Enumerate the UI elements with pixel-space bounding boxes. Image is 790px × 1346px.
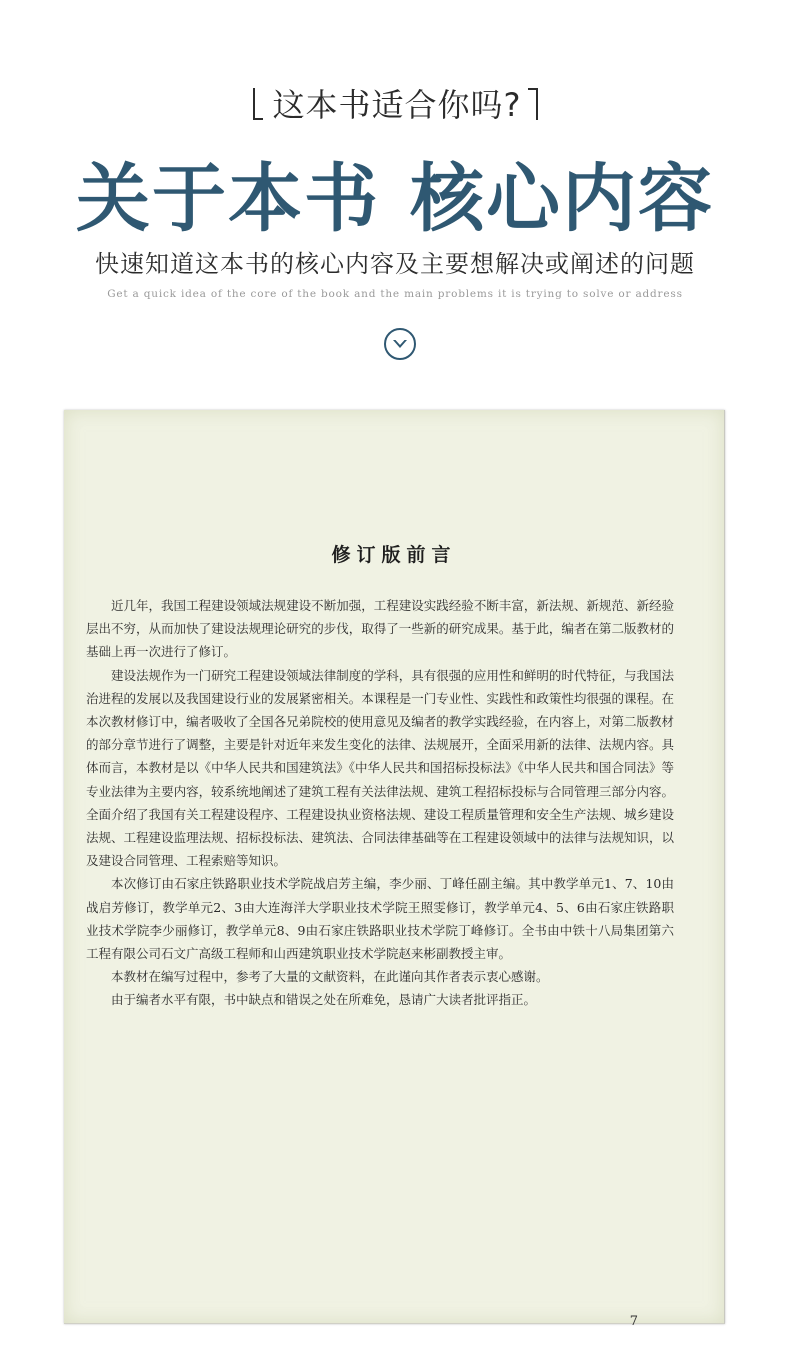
tagline xyxy=(0,80,790,126)
left-bracket-icon xyxy=(253,88,263,120)
subtitle-english: Get a quick idea of the core of the book and the main problems it is trying to solve or address xyxy=(107,288,683,300)
main-title-part2: 核心内容 xyxy=(410,156,714,242)
header-banner xyxy=(0,0,790,400)
preface-paragraph: 本次修订由石家庄铁路职业技术学院战启芳主编，李少丽、丁峰任副主编。其中教学单元1、7、10由战启芳修订，教学单元2、3由大连海洋大学职业技术学院王照雯修订，教学单元4、5、6由石家庄铁路职业技术学院李少丽修订，教学单元8、9由石家庄铁路职业技术学院丁峰修订。全书由中铁十八局集团第六工程有限公司石文广高级工程师和山西建筑职业技术学院赵来彬副教授主审。 xyxy=(86,876,674,962)
chevron-down-circle-icon[interactable] xyxy=(384,328,416,360)
main-title xyxy=(0,140,790,246)
chevron-down-icon xyxy=(386,330,414,358)
preface-body xyxy=(86,594,674,1012)
preface-paragraph: 近几年，我国工程建设领域法规建设不断加强，工程建设实践经验不断丰富，新法规、新规范、新经验层出不穷，从而加快了建设法规理论研究的步伐，取得了一些新的研究成果。基于此，编者在第二版教材的基础上再一次进行了修订。 xyxy=(86,598,674,660)
right-bracket-icon xyxy=(528,88,538,120)
page-title: 修订版前言 xyxy=(331,544,457,566)
main-title-part1: 关于本书 xyxy=(76,156,380,242)
preface-paragraph: 本教材在编写过程中，参考了大量的文献资料，在此谨向其作者表示衷心感谢。 xyxy=(111,969,549,985)
preface-paragraph: 建设法规作为一门研究工程建设领域法律制度的学科，具有很强的应用性和鲜明的时代特征，与我国法治进程的发展以及我国建设行业的发展紧密相关。本课程是一门专业性、实践性和政策性均很强的课程。在本次教材修订中，编者吸收了全国各兄弟院校的使用意见及编者的教学实践经验，在内容上，对第二版教材的部分章节进行了调整，主要是针对近年来发生变化的法律、法规展开，全面采用新的法律、法规内容。具体而言，本教材是以《中华人民共和国建筑法》《中华人民共和国招标投标法》《中华人民共和国合同法》等专业法律为主要内容，较系统地阐述了建筑工程有关法律法规、建筑工程招标投标与合同管理三部分内容。全面介绍了我国有关工程建设程序、工程建设执业资格法规、建设工程质量管理和安全生产法规、城乡建设法规、工程建设监理法规、招标投标法、建筑法、合同法律基础等在工程建设领域中的法律与法规知识，以及建设合同管理、工程索赔等知识。 xyxy=(86,667,674,869)
scanned-book-page xyxy=(64,410,725,1329)
subtitle-chinese: 快速知道这本书的核心内容及主要想解决或阐述的问题 xyxy=(95,250,695,278)
tagline-text: 这本书适合你吗? xyxy=(272,86,522,124)
preface-paragraph: 由于编者水平有限，书中缺点和错误之处在所难免，恳请广大读者批评指正。 xyxy=(111,992,537,1008)
page-number: 7 xyxy=(629,1314,638,1329)
